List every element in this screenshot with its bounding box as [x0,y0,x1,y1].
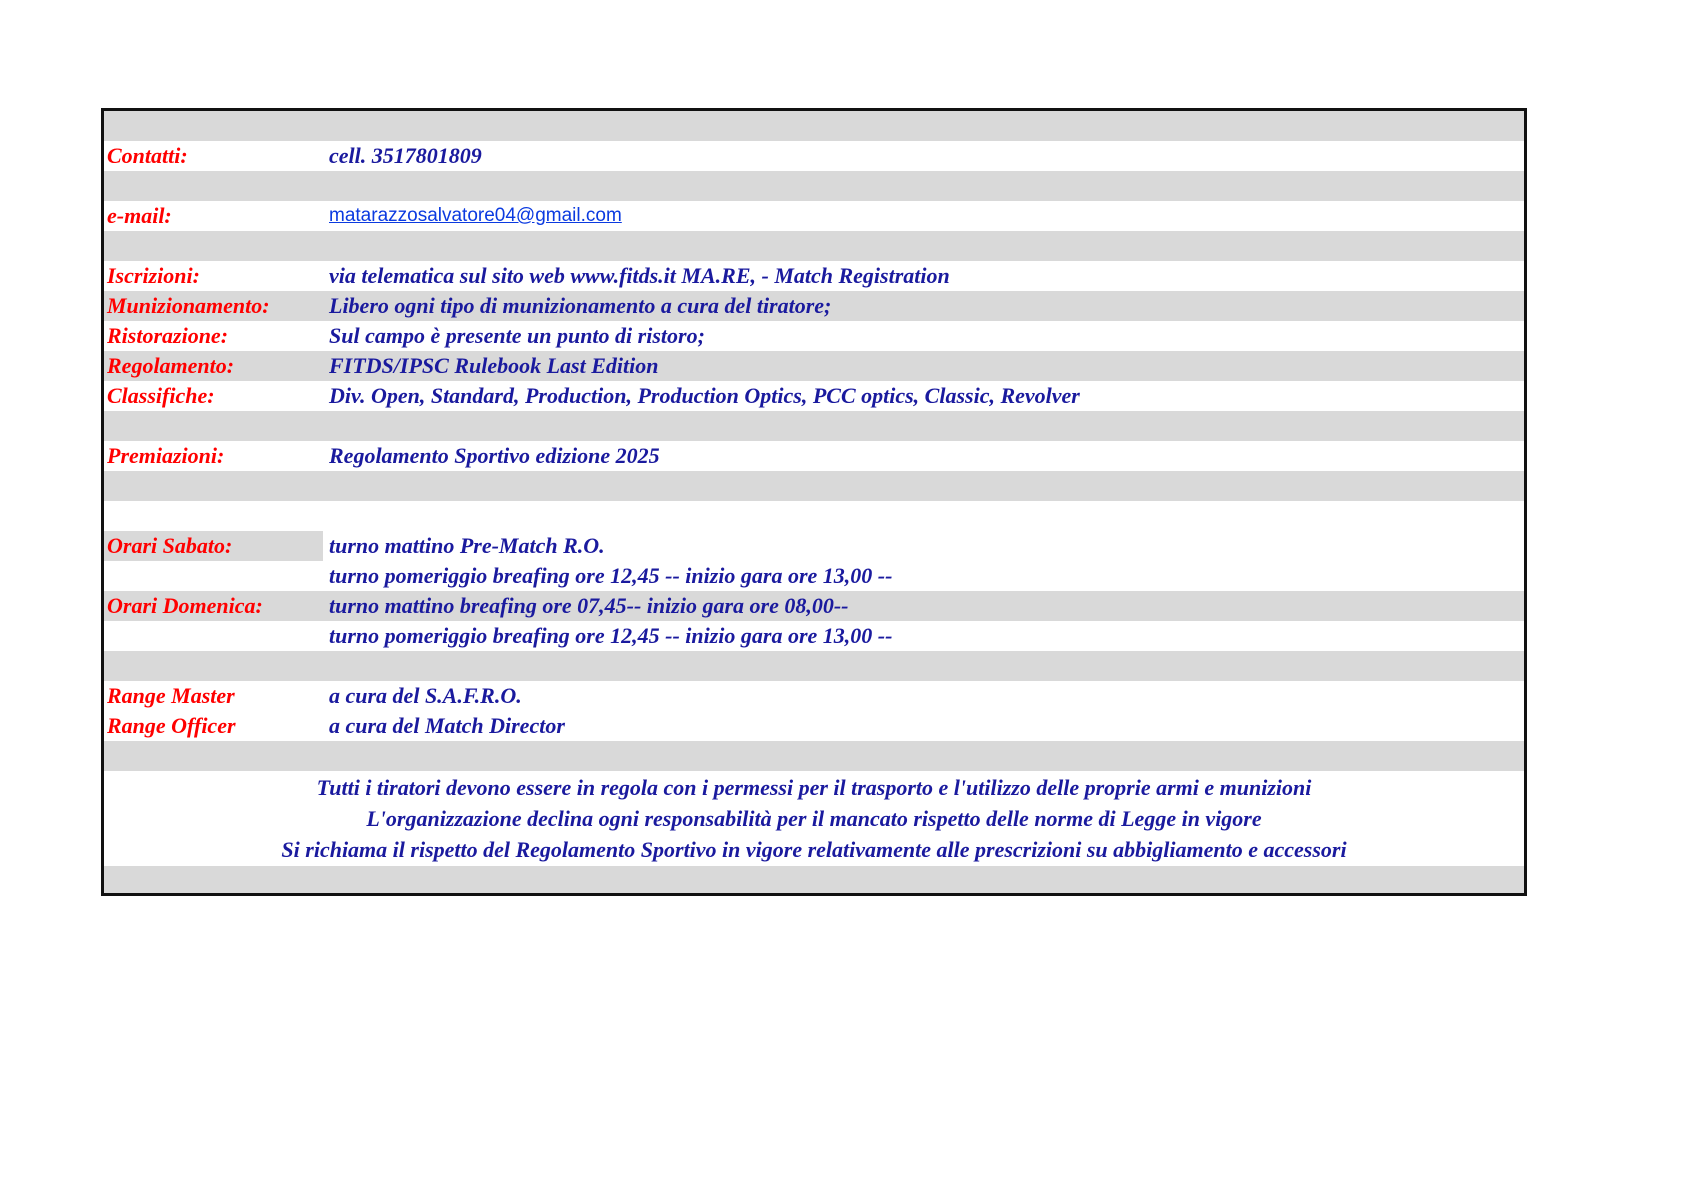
label-iscrizioni: Iscrizioni: [107,263,200,288]
value-munizionamento: Libero ogni tipo di munizionamento a cura del tiratore; [329,293,832,318]
row-range-officer [104,711,1524,741]
spacer-row [104,171,1524,201]
row-orari-sabato-pomeriggio [104,561,1524,591]
row-orari-domenica-pomeriggio [104,621,1524,651]
label-premiazioni: Premiazioni: [107,443,225,468]
label-range-master: Range Master [107,683,235,708]
row-orari-sabato [104,531,1524,561]
spacer-row [104,741,1524,771]
row-email [104,201,1524,231]
row-regolamento [104,351,1524,381]
row-munizionamento [104,291,1524,321]
label-ristorazione: Ristorazione: [107,323,229,348]
label-orari-sabato: Orari Sabato: [107,533,233,558]
row-iscrizioni [104,261,1524,291]
value-orari-sabato-pomeriggio: turno pomeriggio breafing ore 12,45 -- inizio gara ore 13,00 -- [329,563,893,588]
note-responsabilita: L'organizzazione declina ogni responsabilità per il mancato rispetto delle norme di Legge in vigore [366,806,1262,831]
label-contatti: Contatti: [107,143,188,168]
spacer-row [104,501,1524,531]
value-range-officer: a cura del Match Director [329,713,565,738]
label-email: e-mail: [107,203,172,228]
label-range-officer: Range Officer [107,713,236,738]
spacer-row [104,651,1524,681]
spacer-row [104,866,1524,893]
value-orari-domenica-mattino: turno mattino breafing ore 07,45-- inizio gara ore 08,00-- [329,593,849,618]
value-orari-sabato-mattino: turno mattino Pre-Match R.O. [329,533,605,558]
value-classifiche: Div. Open, Standard, Production, Production Optics, PCC optics, Classic, Revolver [329,383,1080,408]
value-regolamento: FITDS/IPSC Rulebook Last Edition [329,353,659,378]
note-permessi: Tutti i tiratori devono essere in regola con i permessi per il trasporto e l'utilizzo delle proprie armi e munizioni [316,775,1312,800]
spacer-row [104,411,1524,441]
row-range-master [104,681,1524,711]
spacer-row [104,111,1524,141]
value-orari-domenica-pomeriggio: turno pomeriggio breafing ore 12,45 -- inizio gara ore 13,00 -- [329,623,893,648]
value-premiazioni: Regolamento Sportivo edizione 2025 [329,443,660,468]
spacer-row [104,231,1524,261]
label-munizionamento: Munizionamento: [107,293,270,318]
row-premiazioni [104,441,1524,471]
info-table [101,108,1527,896]
email-link[interactable]: matarazzosalvatore04@gmail.com [329,205,622,226]
value-ristorazione: Sul campo è presente un punto di ristoro; [329,323,705,348]
label-orari-domenica: Orari Domenica: [107,593,263,618]
label-classifiche: Classifiche: [107,383,215,408]
row-contatti [104,141,1524,171]
note-abbigliamento: Si richiama il rispetto del Regolamento Sportivo in vigore relativamente alle prescrizioni su abbigliamento e accessori [281,837,1347,862]
spacer-row [104,471,1524,501]
value-range-master: a cura del S.A.F.R.O. [329,683,522,708]
value-contatti: cell. 3517801809 [329,143,482,168]
row-orari-domenica [104,591,1524,621]
label-regolamento: Regolamento: [107,353,235,378]
row-classifiche [104,381,1524,411]
value-iscrizioni: via telematica sul sito web www.fitds.it MA.RE, - Match Registration [329,263,950,288]
row-ristorazione [104,321,1524,351]
